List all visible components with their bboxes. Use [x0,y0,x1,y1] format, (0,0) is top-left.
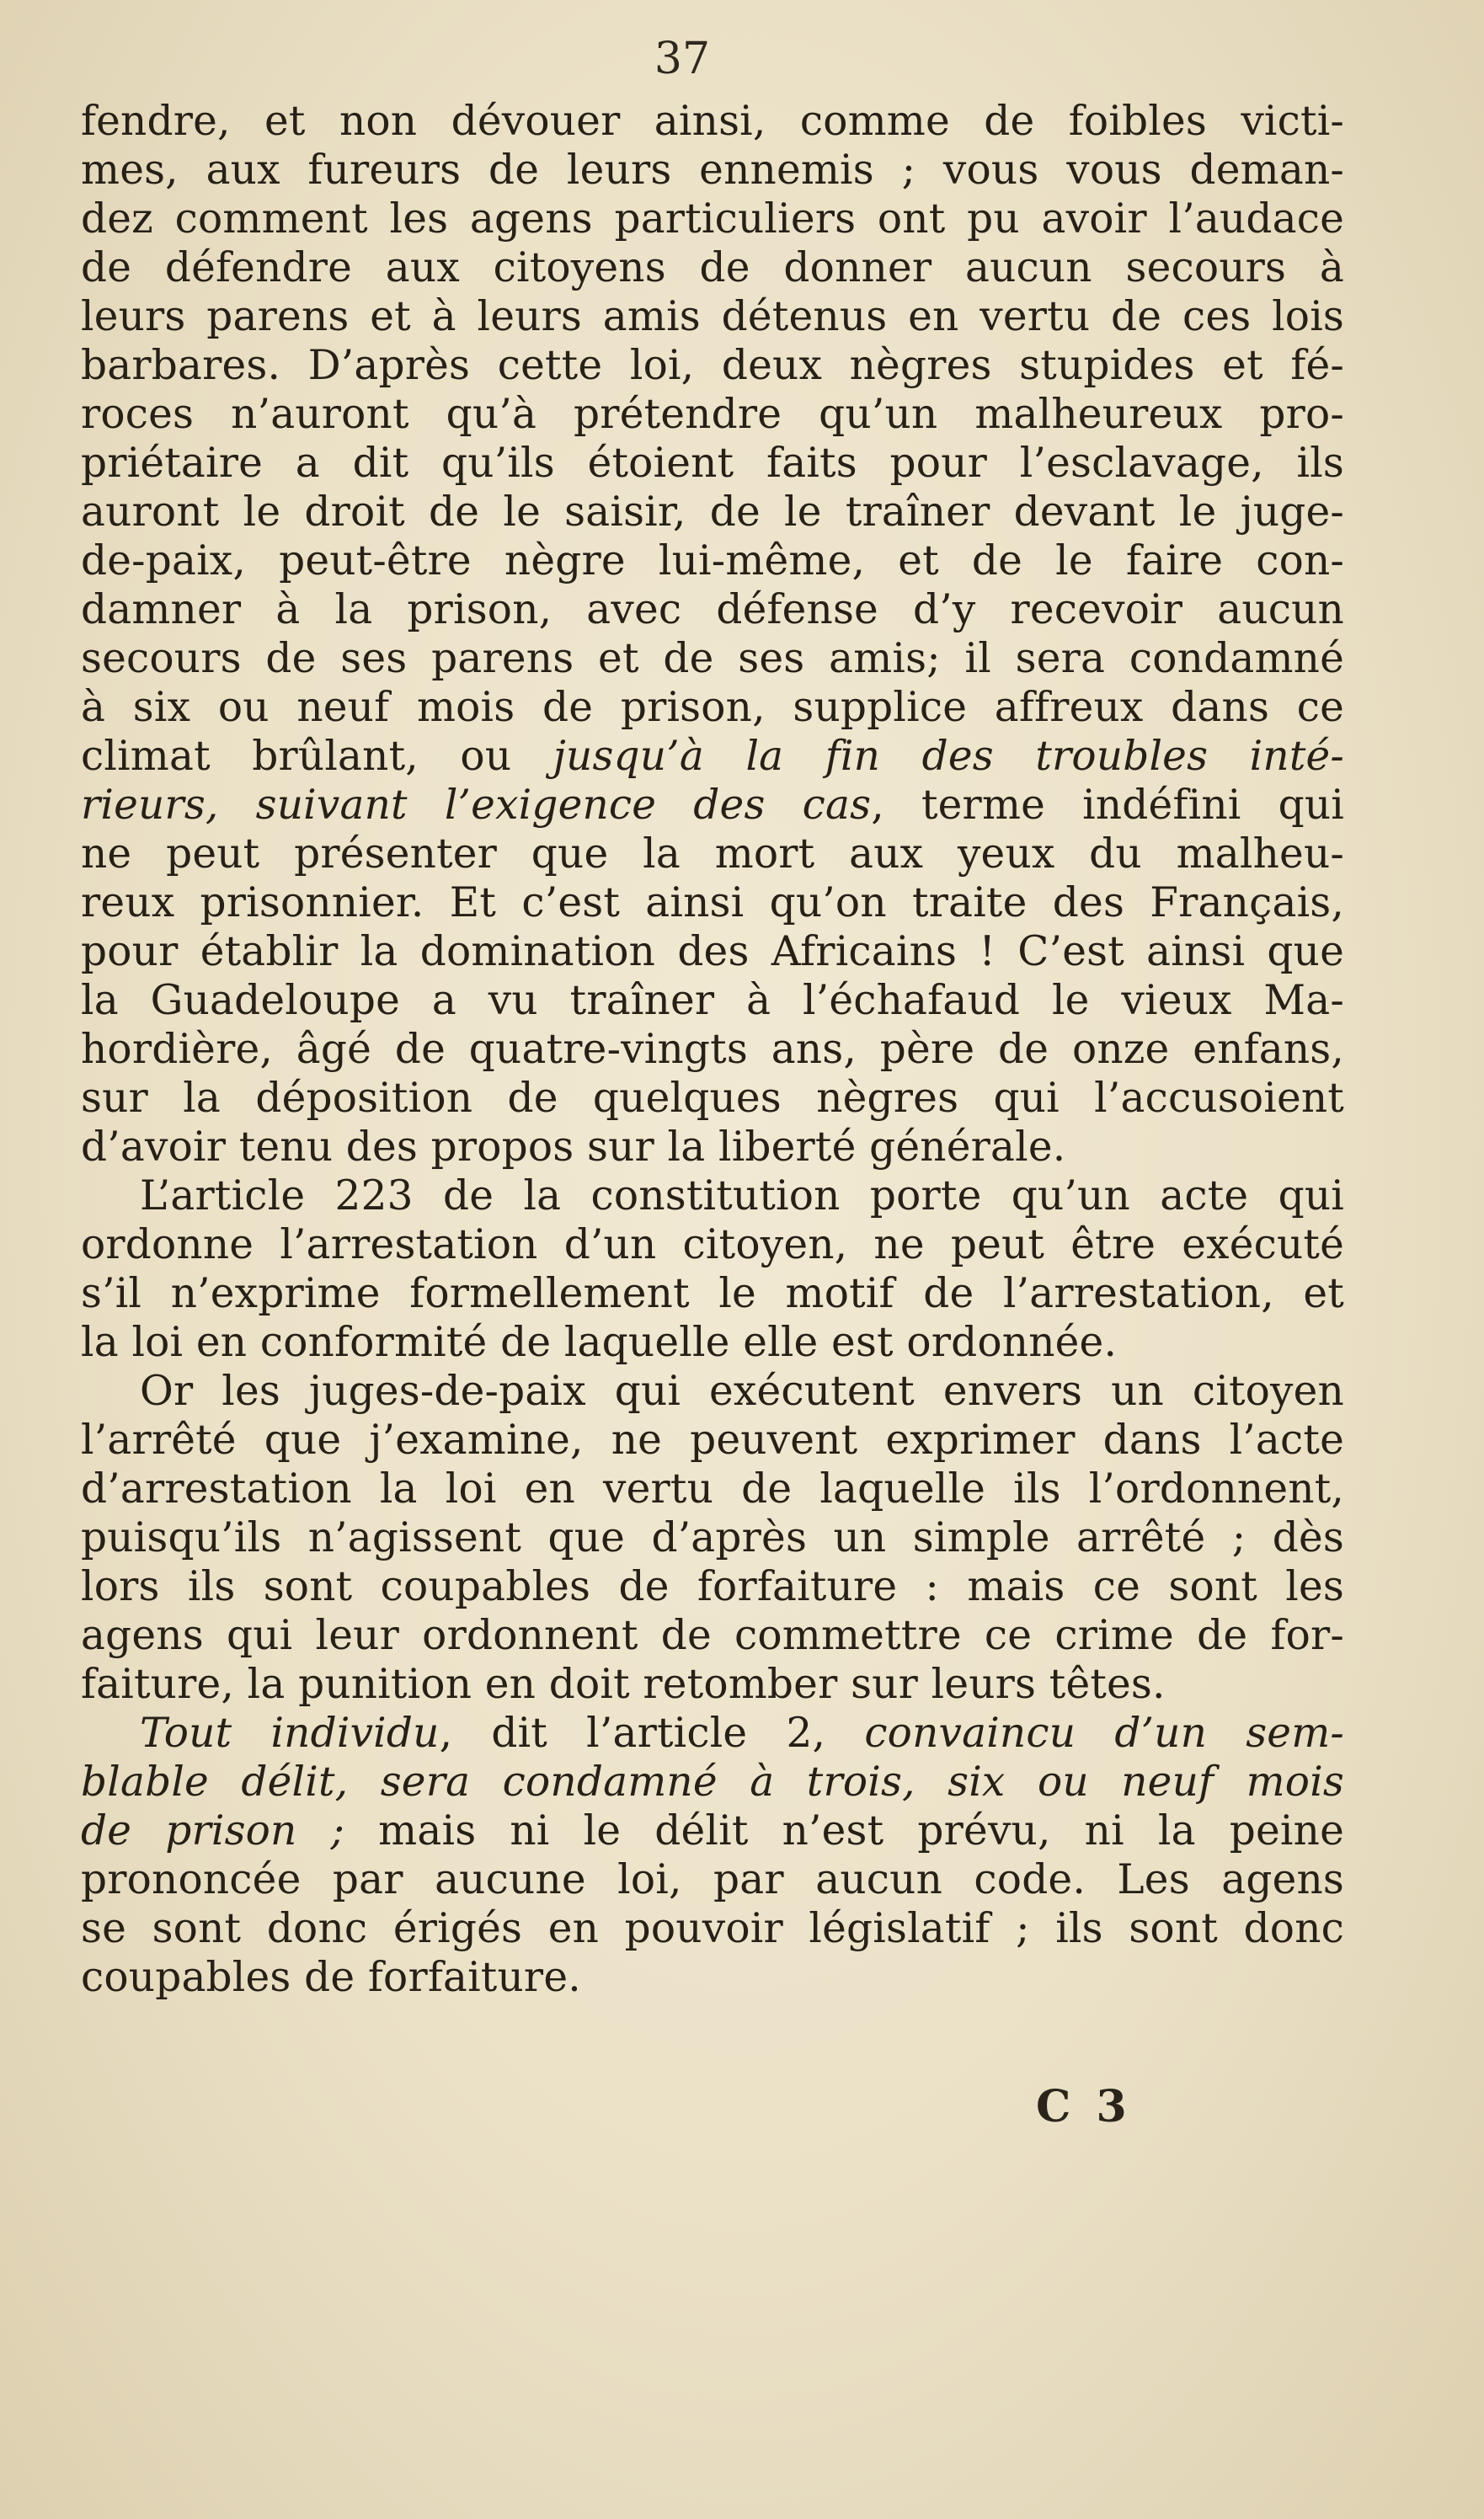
text-line: ne peut présenter que la mort aux yeux du malheu- [81,830,1344,878]
text-line: priétaire a dit qu’ils étoient faits pour l’esclavage, ils [81,440,1344,487]
page-number: 37 [654,34,711,84]
text-line: l’arrêté que j’examine, ne peuvent exprimer dans l’acte [81,1417,1344,1464]
text-line: agens qui leur ordonnent de commettre ce crime de for- [81,1612,1344,1659]
body-text [81,97,1344,2002]
signature-mark: C 3 [1036,2081,1132,2132]
text-line: prononcée par aucune loi, par aucun code. Les agens [81,1856,1344,1903]
text-line: reux prisonnier. Et c’est ainsi qu’on traite des Français, [81,879,1344,926]
text-line: fendre, et non dévouer ainsi, comme de foibles victi- [81,98,1344,145]
text-line: puisqu’ils n’agissent que d’après un simple arrêté ; dès [81,1514,1344,1561]
text-line: mes, aux fureurs de leurs ennemis ; vous vous deman- [81,147,1344,194]
text-line: d’arrestation la loi en vertu de laquelle ils l’ordonnent, [81,1465,1344,1513]
text-line: climat brûlant, ou jusqu’à la fin des troubles inté- [81,733,1344,780]
text-line: lors ils sont coupables de forfaiture : mais ce sont les [81,1563,1344,1610]
text-line: rieurs, suivant l’exigence des cas, terme indéfini qui [81,782,1344,829]
text-line: coupables de forfaiture. [81,1954,581,2001]
text-line: barbares. D’après cette loi, deux nègres stupides et fé- [81,342,1344,389]
text-line: la loi en conformité de laquelle elle est ordonnée. [81,1319,1118,1366]
text-line: s’il n’exprime formellement le motif de l’arrestation, et [81,1270,1344,1317]
text-line: de-paix, peut-être nègre lui-même, et de le faire con- [81,537,1344,584]
text-line: blable délit, sera condamné à trois, six ou neuf mois [81,1758,1344,1806]
text-line: pour établir la domination des Africains ! C’est ainsi que [81,928,1344,975]
text-line: leurs parens et à leurs amis détenus en vertu de ces lois [81,293,1344,340]
text-line: damner à la prison, avec défense d’y recevoir aucun [81,586,1344,633]
text-line: roces n’auront qu’à prétendre qu’un malheureux pro- [81,391,1344,438]
text-line: se sont donc érigés en pouvoir législatif ; ils sont donc [81,1905,1344,1952]
text-line: à six ou neuf mois de prison, supplice affreux dans ce [81,684,1344,731]
text-line: Or les juges-de-paix qui exécutent envers un citoyen [140,1368,1344,1415]
text-line: de prison ; mais ni le délit n’est prévu, ni la peine [81,1807,1344,1855]
text-line: sur la déposition de quelques nègres qui l’accusoient [81,1075,1344,1122]
text-line: hordière, âgé de quatre-vingts ans, père de onze enfans, [81,1026,1344,1073]
text-line: dez comment les agens particuliers ont pu avoir l’audace [81,195,1344,243]
text-line: Tout individu, dit l’article 2, convaincu d’un sem- [140,1710,1344,1757]
text-line: L’article 223 de la constitution porte qu’un acte qui [140,1172,1344,1219]
text-line: de défendre aux citoyens de donner aucun secours à [81,244,1344,291]
text-line: la Guadeloupe a vu traîner à l’échafaud le vieux Ma- [81,977,1344,1024]
text-line: ordonne l’arrestation d’un citoyen, ne peut être exécuté [81,1221,1344,1268]
text-line: auront le droit de le saisir, de le traîner devant le juge- [81,488,1344,536]
text-line: secours de ses parens et de ses amis; il sera condamné [81,635,1344,682]
text-line: faiture, la punition en doit retomber sur leurs têtes. [81,1661,1166,1708]
text-line: d’avoir tenu des propos sur la liberté générale. [81,1123,1066,1171]
